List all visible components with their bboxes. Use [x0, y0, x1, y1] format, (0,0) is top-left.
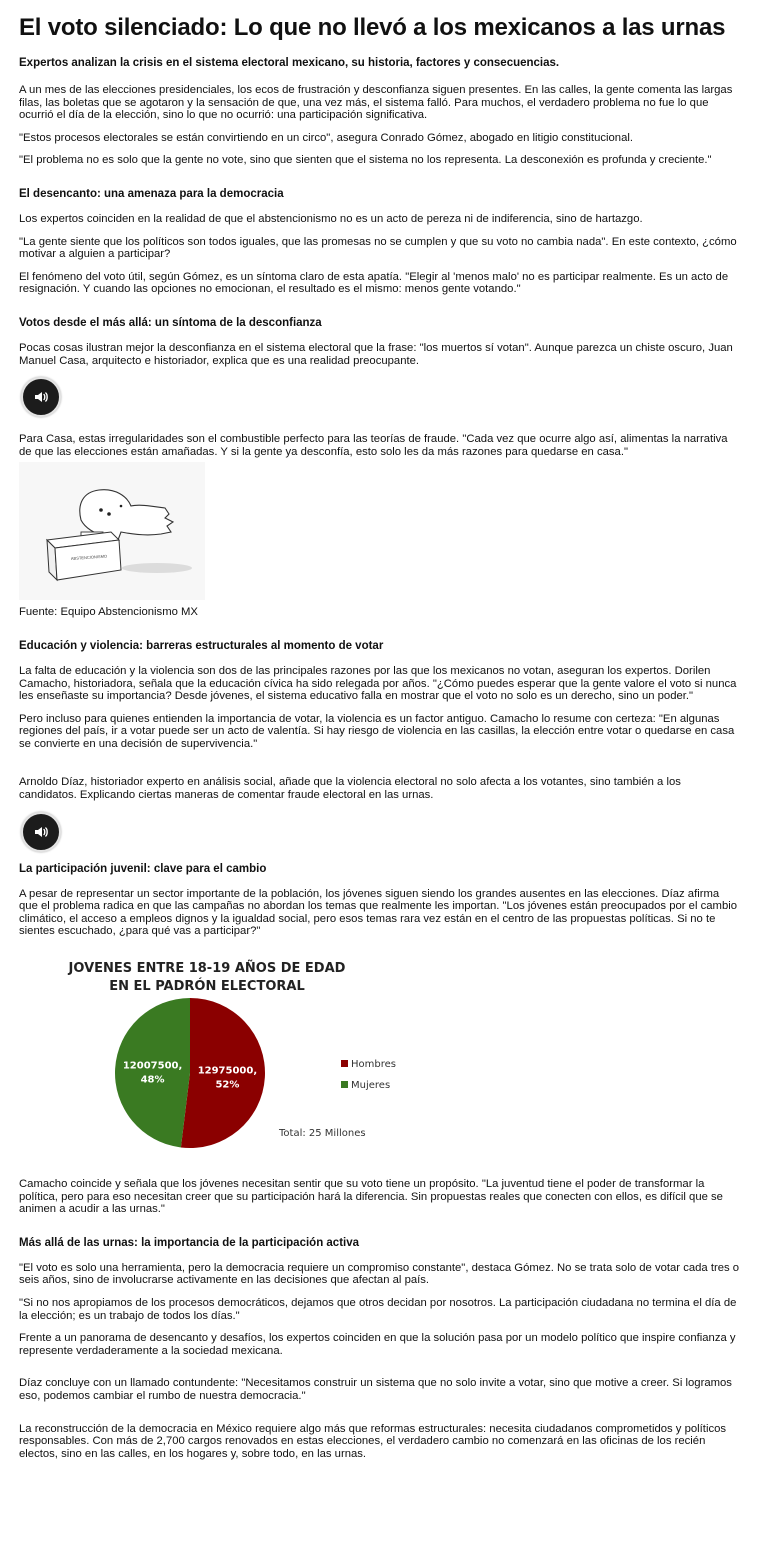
section-paragraph: Frente a un panorama de desencanto y desafíos, los expertos coinciden en que la solución pasa por un modelo político que inspire confianza y represente verdaderamente a la sociedad mexicana. — [19, 1332, 736, 1357]
section-heading: La participación juvenil: clave para el cambio — [19, 862, 267, 875]
section-paragraph: Para Casa, estas irregularidades son el combustible perfecto para las teorías de fraude. "Cada vez que ocurre algo así, alimentas la narrativa de que las elecciones están amañadas. Y si la gente ya desconfía, esto solo les da más razones para quedarse en casa." — [19, 433, 728, 458]
section-heading: El desencanto: una amenaza para la democracia — [19, 187, 284, 200]
chart-subtitle: EN EL PADRÓN ELECTORAL — [109, 979, 305, 995]
section-paragraph: "Si no nos apropiamos de los procesos democráticos, dejamos que otros decidan por nosotros. La participación ciudadana no termina el día de la elección; es un trabajo de todos los días." — [19, 1297, 737, 1322]
section-paragraph: "El voto es solo una herramienta, pero la democracia requiere un compromiso constante", destaca Gómez. No se trata solo de votar cada tres o seis años, sino de involucrarse activamente en las decisiones que afectan al país. — [19, 1261, 740, 1287]
section-paragraph: Pocas cosas ilustran mejor la desconfianza en el sistema electoral que la frase: "los muertos sí votan". Aunque parezca un chiste oscuro, Juan Manuel Casa, arquitecto e historiador, explica que es una realidad preocupante. — [19, 341, 733, 367]
section-paragraph: "La gente siente que los políticos son todos iguales, que las promesas no se cumplen y que su voto no cambia nada". En este contexto, ¿cómo motivar a alguien a participar? — [19, 235, 737, 261]
ballot-box-label: ABSTENCIONISMO — [70, 553, 108, 562]
chart-total-label: Total: 25 Millones — [279, 1128, 366, 1140]
chart-title: JOVENES ENTRE 18-19 AÑOS DE EDAD — [68, 961, 346, 977]
intro-paragraph: "Estos procesos electorales se están convirtiendo en un circo", asegura Conrado Gómez, abogado en litigio constitucional. — [19, 131, 634, 144]
speaker-icon — [33, 389, 49, 405]
article-title: El voto silenciado: Lo que no llevó a los mexicanos a las urnas — [19, 14, 726, 41]
pie-percent-label: 52% — [215, 1079, 240, 1091]
section-heading: Educación y violencia: barreras estructurales al momento de votar — [19, 639, 384, 652]
section-paragraph: Díaz concluye con un llamado contundente: "Necesitamos construir un sistema que no solo invite a votar, sino que motive a creer. Si logramos eso, podemos cambiar el rumbo de nuestra democracia." — [19, 1377, 732, 1402]
section-paragraph: A pesar de representar un sector importante de la población, los jóvenes siguen siendo los grandes ausentes en las elecciones. Díaz afirma que el problema radica en que las campañas no abordan los temas que realmente les importan. "Los jóvenes están preocupados por el cambio climático, el acceso a empleos dignos y la igualdad social, pero esos temas rara vez están en el centro de las propuestas políticas. Si no te sientes escuchado, ¿para qué vas a participar?" — [19, 887, 738, 938]
section-paragraph: La reconstrucción de la democracia en México requiere algo más que reformas estructurales: necesita ciudadanos comprometidos y políticos responsables. Con más de 2,700 cargos renovados en estas elecciones, el verdadero cambio no comenzará en las oficinas de los recién electos, sino en las calles, en los hogares y, sobre todo, en las urnas. — [19, 1422, 727, 1460]
pie-slice-mujeres — [115, 998, 190, 1147]
section-paragraph: Los expertos coinciden en la realidad de que el abstencionismo no es un acto de pereza ni de indiferencia, sino de hartazgo. — [19, 212, 643, 225]
section-paragraph: La falta de educación y la violencia son dos de las principales razones por las que los mexicanos no votan, aseguran los expertos. Dorilen Camacho, historiadora, señala que la educación cívica ha sido relegada por años. "¿Cómo puedes esperar que la gente valore el voto si nunca les enseñaste su importancia? Desde jóvenes, el sistema educativo falla en mostrar que el voto no solo es un derecho, sino un poder." — [19, 664, 737, 703]
audio-play-button[interactable] — [21, 377, 61, 417]
article — [19, 12, 741, 1460]
pie-data-label: 12007500, — [122, 1060, 183, 1072]
legend-swatch — [341, 1060, 348, 1067]
section-heading: Votos desde el más allá: un síntoma de la desconfianza — [19, 316, 322, 329]
pie-data-label: 12975000, — [197, 1065, 258, 1077]
intro-paragraph: A un mes de las elecciones presidenciales, los ecos de frustración y desconfianza siguen presentes. En las calles, la gente comenta las largas filas, las boletas que se agotaron y la sensación de que, una vez más, el sistema falló. Para muchos, el verdadero problema no fue lo que ocurrió el día de la elección, sino lo que no ocurrió: una participación significativa. — [19, 84, 733, 122]
pie-percent-label: 48% — [140, 1074, 165, 1086]
section-paragraph: El fenómeno del voto útil, según Gómez, es un síntoma claro de esta apatía. "Elegir al 'menos malo' no es participar realmente. Es un acto de resignación. Y cuando las opciones no emocionan, el resultado es el mismo: menos gente votando." — [19, 270, 729, 296]
legend-label: Mujeres — [351, 1080, 391, 1092]
section-paragraph: Camacho coincide y señala que los jóvenes necesitan sentir que su voto tiene un propósito. "La juventud tiene el poder de transformar la política, pero para eso necesitan creer que su participación hará la diferencia. Sin propuestas reales que conecten con ellos, es difícil que se animen a acudir a las urnas." — [19, 1178, 723, 1216]
pie-chart — [61, 950, 421, 1162]
speaker-icon — [33, 824, 49, 840]
legend-swatch — [341, 1081, 348, 1088]
section-paragraph: Pero incluso para quienes entienden la importancia de votar, la violencia es un factor antiguo. Camacho lo resume con certeza: "En algunas regiones del país, ir a votar puede ser un acto de valentía. Si hay riesgo de violencia en las casillas, la elección entre votar o quedarse en casa se convierte en una decisión de supervivencia." — [19, 712, 735, 750]
section-heading: Más allá de las urnas: la importancia de la participación activa — [19, 1236, 360, 1249]
section-paragraph: Arnoldo Díaz, historiador experto en análisis social, añade que la violencia electoral no solo afecta a los votantes, sino también a los candidatos. Explicando ciertas maneras de comentar fraude electoral en las urnas. — [19, 776, 681, 802]
legend-label: Hombres — [351, 1059, 396, 1071]
audio-play-button[interactable] — [21, 812, 61, 852]
intro-paragraph: "El problema no es solo que la gente no vote, sino que sienten que el sistema no los representa. La desconexión es profunda y creciente." — [19, 154, 712, 167]
image-caption: Fuente: Equipo Abstencionismo MX — [19, 606, 198, 619]
ghost-ballot-box-illustration — [19, 462, 205, 600]
article-subtitle: Expertos analizan la crisis en el sistema electoral mexicano, su historia, factores y consecuencias. — [19, 57, 560, 69]
